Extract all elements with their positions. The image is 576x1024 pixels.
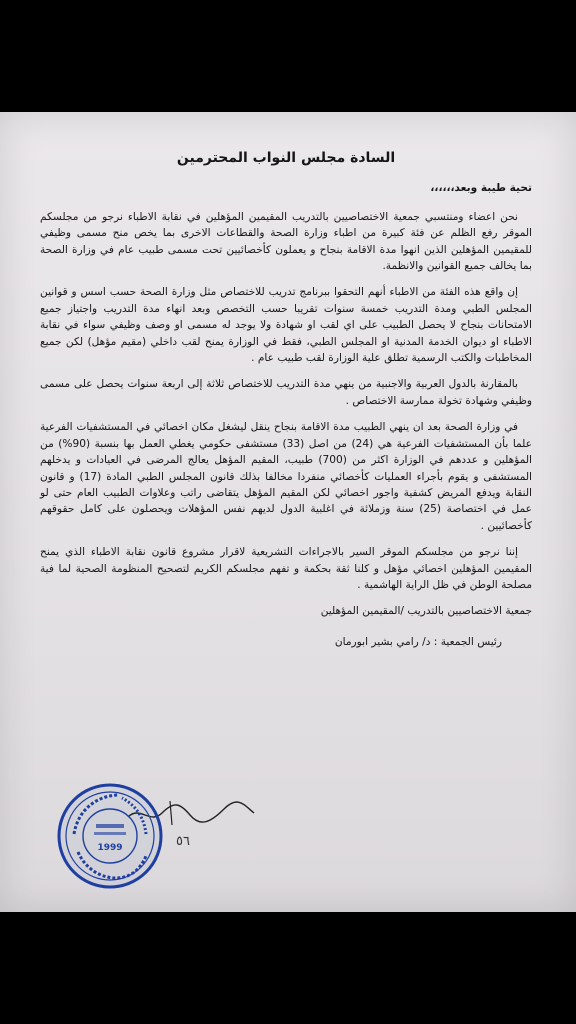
paragraph-4: في وزارة الصحة بعد ان ينهي الطبيب مدة الاقامة بنجاح ينقل ليشغل مكان اخصائي في المستشفيات الفرعية علما بأن المستشفيات الفرعية هي (24) من اصل (33) مستشفى حكومي يغطي العمل بها بنسبة (90%) من المؤهلين و عددهم في الوزارة اكثر من (700) طبيب، المقيم المؤهل يعالج المرضى في العيادات و يدخلهم المستشفى و يقوم بأجراء العمليات كأخصائي منفردا مخالفا بذلك قانون المجلس الطبي المادة (17) و قانون النقابة ويدفع المريض كشفية واجور اخصائي لكن المقيم المؤهل يتقاضى راتب وعلاوات الطبيب العام حتى لو عمل في اختصاصة (25) سنة وزملائة في اغلبية الدول لديهم نفس المؤهلات ويحصلون على كامل حقوقهم كأخصائيين .	[40, 421, 533, 532]
svg-text:1999: 1999	[97, 843, 123, 853]
paragraph-1: نحن اعضاء ومنتسبي جمعية الاختصاصيين بالتدريب المقيمين المؤهلين في نقابة الاطباء نرجو من مجلسكم الموقر رفع الظلم عن فئة كبيرة من اطباء وزارة الصحة والقطاعات الاخرى بما يخص منح مسمى وظيفي للمقيمين المؤهلين الذين انهوا مدة الاقامة بنجاح و يعملون كأخصائيين تحت مسمى طبيب عام في وزارة الصحة بما يخالف جميع القوانين والانظمة.	[40, 210, 532, 273]
letter-title: السادة مجلس النواب المحترمين	[176, 150, 396, 166]
handwritten-number: ٥٦	[176, 834, 190, 849]
president-line: رئيس الجمعية : د/ رامي بشير ابورمان	[334, 635, 502, 648]
association-seal	[56, 782, 164, 890]
signoff: جمعية الاختصاصيين بالتدريب /المقيمين المؤهلين	[320, 605, 532, 618]
paragraph-2: إن واقع هذه الفئة من الاطباء أنهم التحقوا ببرنامج تدريب للاختصاص مثل وزارة الصحة حسب اسس و قوانين المجلس الطبي ومدة التدريب خمسة سنوات تقريبا حسب التخصص وبعد انهاء مدة التدريب واجتياز جميع الامتحانات بنجاح لا يحصل الطبيب على اي لقب او شهادة ولا يوجد له مسمى او وصف وظيفي سواء في نقابة الاطباء او ديوان الخدمة المدنية او المجلس الطبي، فقط في الوزارة يمنح لقب داخلي (مقيم مؤهل) لكن جميع المخاطبات والكتب الرسمية تطلق علية الوزارة لقب طبيب عام .	[40, 286, 532, 365]
letter-greeting: تحية طيبة وبعد،،،،،،	[430, 182, 532, 195]
letter-body	[40, 150, 532, 650]
paragraph-3: بالمقارنة بالدول العربية والاجنبية من ينهي مدة التدريب للاختصاص ثلاثة إلى اربعة سنوات يحصل على مسمى وظيفي وشهادة تخولة ممارسة الاختصاص .	[40, 378, 532, 407]
paragraph-5: إننا نرجو من مجلسكم الموقر السير بالاجراءات التشريعية لاقرار مشروع قانون نقابة الاطباء الذي يمنح المقيمين المؤهلين اخصائي مؤهل و كلنا ثقة بحكمة و تفهم مجلسكم الكريم لتصحيح المنظومة الصحية لما فية مصلحة الوطن في ظل الراية الهاشمية .	[40, 546, 532, 591]
paper-sheet	[0, 112, 576, 912]
